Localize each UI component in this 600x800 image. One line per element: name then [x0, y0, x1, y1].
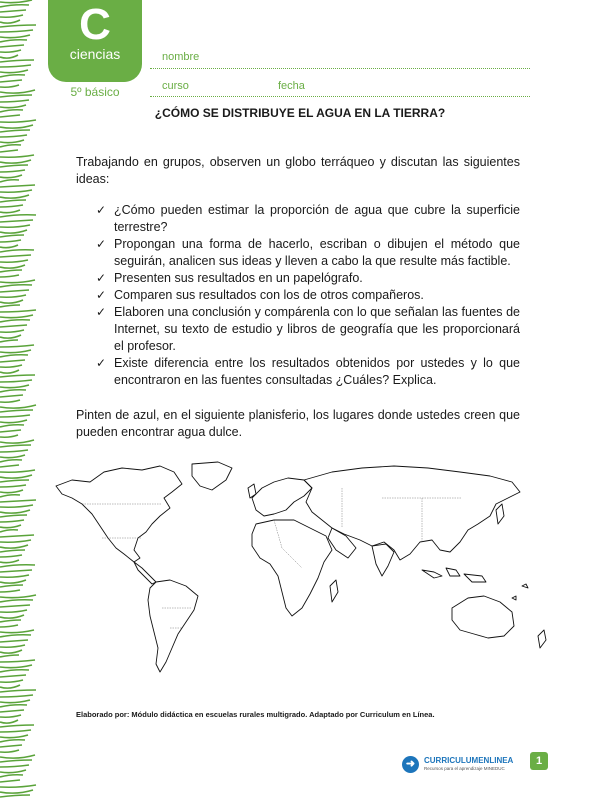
grass-blade [0, 515, 27, 517]
grass-blade [0, 25, 36, 27]
europe-outline [252, 478, 312, 516]
list-item: ✓ Presenten sus resultados en un papelógrafo. [96, 271, 363, 285]
grass-blade [0, 585, 23, 587]
check-icon: ✓ [96, 237, 107, 251]
grass-blade [0, 655, 19, 657]
grass-blade [0, 435, 18, 437]
grass-blade [0, 520, 24, 522]
grass-blade [0, 295, 26, 297]
grass-blade [0, 700, 30, 703]
grass-blade [0, 165, 28, 167]
subject-badge [48, 0, 142, 82]
grass-blade [0, 705, 27, 707]
grass-blade [0, 365, 22, 367]
grass-blade [0, 735, 28, 738]
grass-blade [0, 575, 29, 577]
country-borders [82, 488, 462, 628]
course-label: curso [162, 80, 189, 92]
grass-blade [0, 770, 26, 773]
grass-blade [0, 50, 21, 52]
list-item: ✓ Propongan una forma de hacerlo, escriban o dibujen el método que seguirán, analicen sus ideas y lleven a cabo la que resulte más factible. [96, 237, 520, 268]
grass-blade [0, 15, 23, 17]
grass-blade [0, 725, 34, 727]
grass-blade [0, 370, 19, 373]
curriculum-logo [402, 754, 520, 776]
grass-blade [0, 220, 33, 222]
grass-blade [0, 690, 36, 692]
credit-text: Elaborado por: Módulo didáctica en escuelas rurales multigrado. Adaptado por Curriculum en Línea. [76, 710, 435, 719]
north-america-outline [56, 466, 182, 562]
grass-blade [0, 535, 34, 537]
grass-blade [0, 380, 32, 382]
instruction-text: Pinten de azul, en el siguiente planisferio, los lugares donde ustedes creen que pueden encontrar agua dulce. [76, 408, 520, 439]
grass-blade [0, 615, 24, 618]
grass-blade [0, 445, 31, 447]
grass-blade [0, 115, 20, 117]
grass-blade [0, 375, 35, 377]
grass-blade [0, 0, 32, 3]
list-item: ✓ Existe diferencia entre los resultados obtenidos por ustedes y lo que encontraron en las fuentes consultadas ¿Cuáles? Explica. [96, 356, 520, 387]
grass-blade [0, 715, 21, 717]
grass-blade [0, 150, 18, 152]
activity-list [96, 202, 520, 389]
greenland-outline [192, 462, 232, 490]
madagascar-outline [330, 580, 338, 602]
uk-outline [248, 484, 256, 498]
grass-blade [0, 110, 23, 112]
grass-blade [0, 95, 32, 97]
india-outline [372, 544, 394, 576]
central-america-outline [134, 562, 156, 584]
grass-blade [0, 680, 23, 682]
course-date-line[interactable] [150, 96, 530, 97]
grass-blade [0, 775, 23, 777]
grass-blade [0, 315, 33, 318]
intro-text: Trabajando en grupos, observen un globo terráqueo y discutan las siguientes ideas: [76, 155, 520, 186]
japan-outline [496, 504, 504, 524]
grass-blade [0, 400, 20, 402]
grass-blade [0, 285, 32, 287]
grass-blade [0, 225, 30, 227]
grass-blade [0, 785, 36, 787]
grass-blade [0, 480, 29, 482]
grass-blade [0, 420, 27, 423]
grass-blade [0, 650, 22, 653]
page-number: 1 [530, 752, 548, 770]
grass-blade [0, 525, 21, 528]
list-item: ✓ ¿Cómo pueden estimar la proporción de agua que cubre la superficie terrestre? [96, 203, 520, 234]
grass-blade [0, 100, 29, 102]
check-icon: ✓ [96, 271, 107, 285]
list-item: ✓ Comparen sus resultados con los de otros compañeros. [96, 288, 424, 302]
grass-blade [0, 195, 29, 198]
grade-label: 5º básico [70, 85, 120, 99]
grass-blade [0, 245, 18, 248]
grass-blade [0, 560, 19, 563]
grass-blade [0, 405, 36, 408]
grass-blade [0, 360, 25, 362]
grass-blade [0, 465, 19, 467]
grass-blade [0, 310, 36, 312]
grass-blade [0, 35, 30, 38]
australia-outline [452, 596, 514, 638]
grass-blade [0, 120, 36, 122]
grass-blade [0, 130, 30, 132]
grass-blade [0, 565, 35, 567]
grass-blade [0, 665, 32, 668]
grass-blade [0, 600, 33, 602]
grass-blade [0, 265, 25, 268]
grass-blade [0, 395, 23, 397]
grass-blade [0, 240, 21, 242]
grass-blade [0, 440, 34, 443]
grass-blade [0, 660, 35, 662]
check-icon: ✓ [96, 203, 107, 217]
grass-blade [0, 415, 30, 417]
grass-blade [0, 65, 31, 67]
check-icon: ✓ [96, 356, 107, 370]
grass-blade [0, 765, 29, 767]
grass-blade [0, 140, 24, 143]
south-america-outline [148, 580, 198, 672]
grass-blade [0, 280, 35, 283]
grass-border [0, 0, 42, 800]
grass-blade [0, 590, 20, 592]
grass-blade [0, 695, 33, 697]
grass-blade [0, 40, 27, 42]
grass-blade [0, 410, 33, 412]
grass-blade [0, 160, 31, 163]
grass-blade [0, 320, 30, 322]
grass-blade [0, 30, 33, 32]
grass-blade [0, 675, 26, 677]
grass-blade [0, 425, 24, 427]
grass-blade [0, 260, 28, 262]
grass-blade [0, 350, 31, 353]
grass-blade [0, 550, 25, 552]
grass-blade [0, 90, 35, 93]
check-icon: ✓ [96, 288, 107, 302]
grass-blade [0, 580, 26, 583]
grass-blade [0, 330, 24, 332]
grass-blade [0, 45, 24, 47]
logo-tagline: Recursos para el aprendizaje MINEDUC [424, 766, 505, 771]
grass-blade [0, 70, 28, 73]
grass-blade [0, 760, 32, 762]
grass-blade [0, 730, 31, 732]
grass-blade [0, 685, 20, 688]
grass-blade [0, 80, 22, 82]
grass-blade [0, 390, 26, 392]
grass-blade [0, 720, 18, 723]
name-label: nombre [162, 51, 200, 63]
list-item: ✓ Elaboren una conclusión y compárenla con lo que señalan las fuentes de Internet, su texto de estudio y libros de geografía que les proporcionará el profesor. [96, 305, 520, 353]
grass-blade [0, 485, 26, 487]
grass-blade [0, 190, 32, 192]
grass-blade [0, 175, 22, 178]
grass-blade [0, 20, 20, 23]
grass-blade [0, 235, 24, 237]
grass-blade [0, 5, 29, 7]
grass-blade [0, 755, 35, 758]
asia-outline [304, 466, 520, 560]
grass-blade [0, 250, 34, 252]
grass-blade [0, 790, 33, 793]
logo-name: CURRICULUMENLINEA [424, 756, 514, 765]
grass-blade [0, 255, 31, 257]
grass-blade [0, 75, 25, 77]
grass-blade [0, 275, 19, 277]
grass-blade [0, 325, 27, 327]
grass-blade [0, 635, 31, 637]
grass-blade [0, 60, 34, 62]
grass-blade [0, 470, 35, 472]
grass-blade [0, 185, 35, 187]
subject-name: ciencias [69, 46, 121, 62]
africa-outline [252, 520, 332, 616]
grass-blade [0, 450, 28, 452]
grass-blade [0, 305, 20, 307]
grass-blade [0, 340, 18, 342]
grass-blade [0, 540, 31, 542]
grass-blade [0, 215, 36, 217]
grass-blade [0, 335, 21, 338]
grass-blade [0, 105, 26, 108]
grass-blade [0, 230, 27, 233]
grass-blade [0, 495, 20, 497]
check-icon: ✓ [96, 305, 107, 319]
grass-blade [0, 745, 22, 747]
grass-blade [0, 620, 21, 622]
grass-blade [0, 455, 25, 458]
page-title: ¿CÓMO SE DISTRIBUYE EL AGUA EN LA TIERRA? [154, 106, 446, 120]
grass-blade [0, 300, 23, 303]
grass-blade [0, 630, 34, 633]
grass-blade [0, 750, 19, 752]
grass-blade [0, 55, 18, 58]
grass-blade [0, 545, 28, 548]
grass-blade [0, 210, 20, 213]
date-label: fecha [278, 80, 305, 92]
grass-blade [0, 710, 24, 712]
name-line[interactable] [150, 68, 530, 69]
new-zealand-outline [538, 630, 546, 648]
grass-blade [0, 510, 30, 513]
subject-letter: C [79, 0, 111, 49]
grass-blade [0, 505, 33, 507]
grass-blade [0, 180, 19, 182]
grass-blade [0, 145, 21, 147]
grass-blade [0, 170, 25, 172]
grass-blade [0, 85, 19, 87]
grass-blade [0, 640, 28, 642]
grass-blade [0, 795, 30, 797]
grass-blade [0, 570, 32, 572]
grass-blade [0, 355, 28, 357]
pacific-islands-outline [512, 584, 528, 600]
grass-blade [0, 125, 33, 128]
grass-blade [0, 460, 22, 462]
grass-blade [0, 490, 23, 493]
grass-blade [0, 605, 30, 607]
grass-blade [0, 475, 32, 478]
logo-arrow-icon: ➜ [402, 756, 419, 773]
grass-blade [0, 205, 23, 207]
grass-blade [0, 345, 34, 347]
grass-blade [0, 200, 26, 202]
grass-blade [0, 385, 29, 388]
grass-blade [0, 625, 18, 627]
grass-blade [0, 500, 36, 502]
grass-blade [0, 670, 29, 672]
grass-blade [0, 595, 36, 598]
grass-blade [0, 555, 22, 557]
grass-blade [0, 740, 25, 742]
grass-blade [0, 610, 27, 612]
grass-blade [0, 290, 29, 292]
indonesia-outline [422, 568, 486, 582]
world-map-image[interactable] [42, 458, 567, 688]
grass-blade [0, 530, 18, 532]
grass-blade [0, 135, 27, 137]
grass-blade [0, 645, 25, 647]
grass-blade [0, 10, 26, 12]
grass-blade [0, 430, 21, 432]
grass-blade [0, 270, 22, 272]
grass-blade [0, 155, 34, 157]
grass-blade [0, 780, 20, 782]
